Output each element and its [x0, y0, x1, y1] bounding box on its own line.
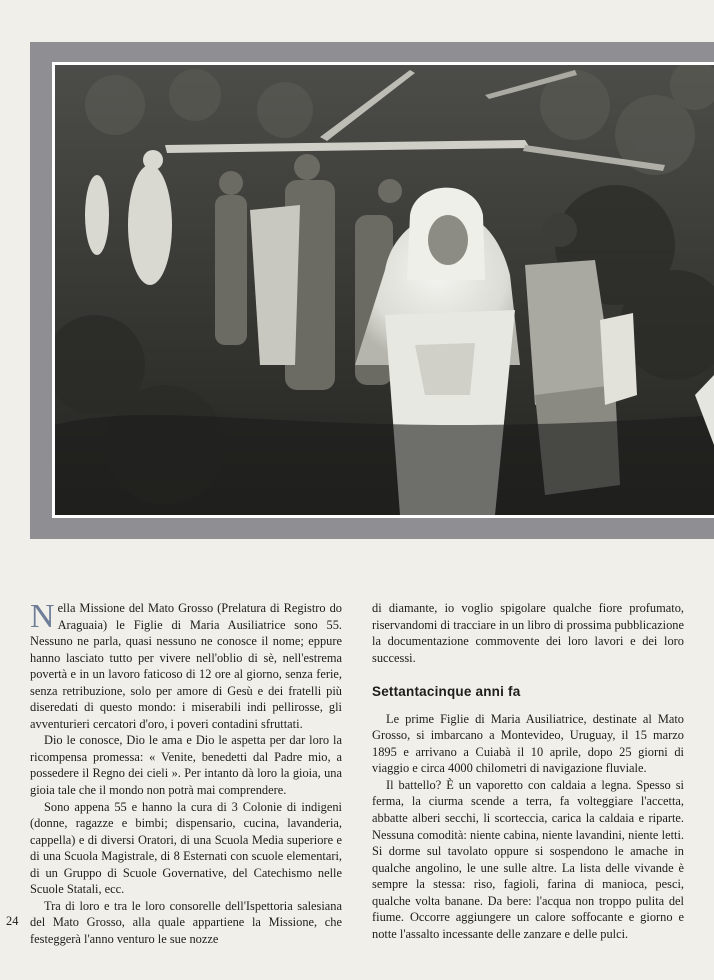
opening-paragraph: [30, 600, 342, 732]
photograph-missionary-nun-with-indigenous-group: [55, 65, 714, 515]
paragraph: Tra di loro e tra le loro consorelle dell'Ispettoria salesiana del Mato Grosso, alla quale appartiene la Missione, che festeggerà l'anno venturo le sue nozze: [30, 898, 342, 946]
drop-cap: N: [30, 598, 55, 635]
section-heading: Settantacinque anni fa: [372, 684, 521, 700]
text-column-left: [30, 600, 342, 947]
paragraph: Dio le conosce, Dio le ama e Dio le aspetta per dar loro la ricompensa promessa: « Venite, benedetti dal Padre mio, a possedere il Regno dei cieli ». Per intanto dà loro la gioia, una gioia tale che il mondo non potrà mai comprendere.: [30, 733, 342, 798]
paragraph: Il battello? È un vaporetto con caldaia a legna. Spesso si ferma, la ciurma scende a terra, fa volteggiare l'accetta, abbatte alberi secchi, li scorteccia, carica la caldaia e riparte. Nessuna comodità: niente cabina, niente lavandini, niente letti. Si dorme sul tavolato oppure si sospendono le amache in qualche angolino, le une sulle altre. La lista delle vivande è sempre la stessa: riso, fagioli, farina di manioca, pesci, qualche volta banane. Da bere: l'acqua non troppo pulita del fiume. Occorre aggiungere un calore soffocante e giorno e notte l'assalto incessante delle zanzare e delle pulci.: [372, 777, 684, 941]
paragraph: Sono appena 55 e hanno la cura di 3 Colonie di indigeni (donne, ragazze e bimbi; dispensario, cucina, lavanderia, cappella) e di diversi Oratori, di una Scuola Media superiore e di una Scuola Magistrale, di 8 Esternati con scuole elementari, di un Gruppo di Scuole Governative, del Catechismo nelle Scuole Statali, ecc.: [30, 799, 342, 897]
paragraph-text: ella Missione del Mato Grosso (Prelatura di Registro do Araguaia) le Figlie di Maria Ausiliatrice sono 55. Nessuno ne parla, quasi nessuno ne conosce il nome; eppure hanno lasciato tutto per vivere nell'oblio di sè, nell'estrema povertà e in un lavoro faticoso di 12 ore al giorno, senza ferie, senza retribuzione, solo per amore di Gesù e dei fratelli più diseredati di questo mondo: i miserabili indi pellirosse, gli avventurieri cercatori d'oro, i poveri contadini sfruttati.: [30, 601, 342, 731]
text-column-right: [372, 600, 684, 942]
page-number: 24: [6, 914, 19, 928]
continued-paragraph: di diamante, io voglio spigolare qualche fiore profumato, riservandomi di tracciare in un libro di prossima pubblicazione la documentazione commovente dei loro lavori e dei loro successi.: [372, 601, 684, 665]
paragraph: Le prime Figlie di Maria Ausiliatrice, destinate al Mato Grosso, si imbarcano a Montevideo, Uruguay, il 15 marzo 1895 e arrivano a Cuiabà il 10 aprile, dopo 25 giorni di viaggio e circa 4000 chilometri di navigazione fluviale.: [372, 711, 684, 776]
photo-border: [52, 62, 714, 518]
photo-frame: [30, 42, 714, 539]
